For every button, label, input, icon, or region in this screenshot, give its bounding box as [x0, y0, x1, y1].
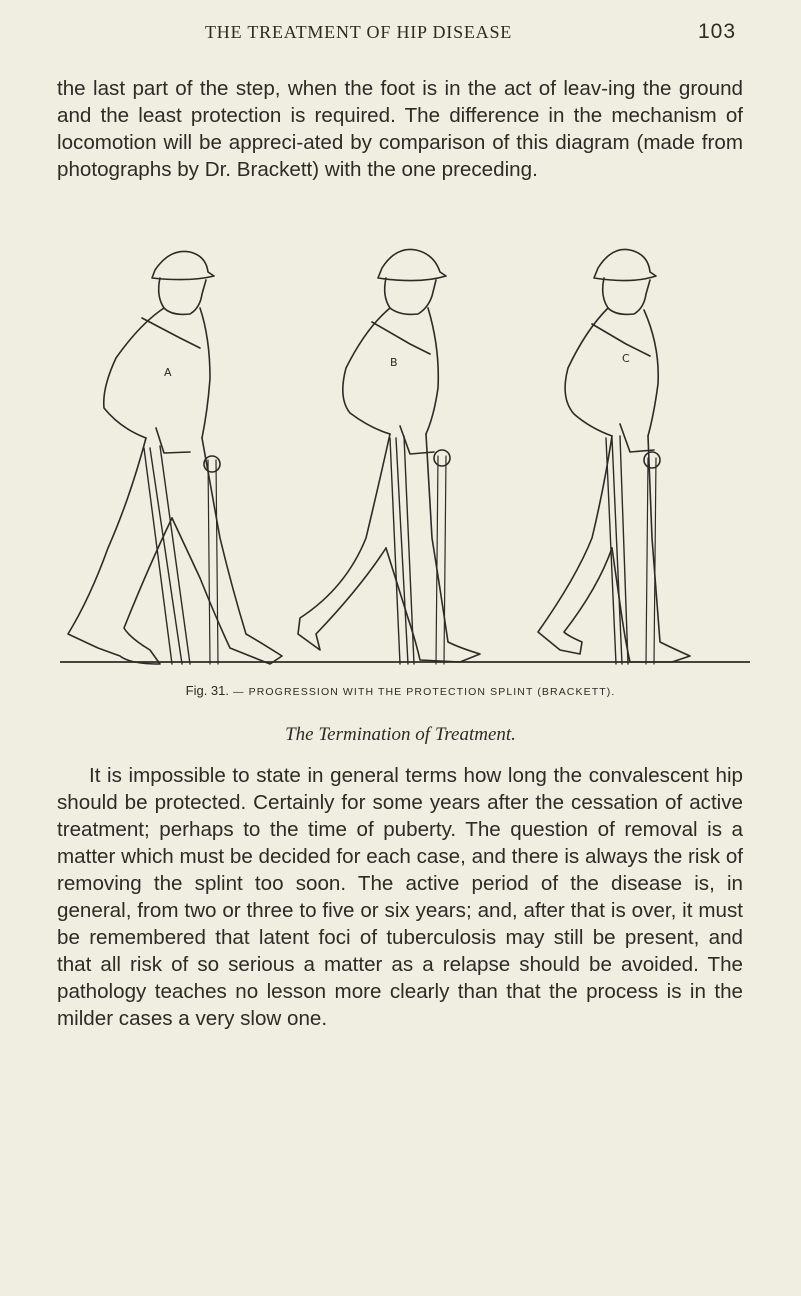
running-title: THE TREATMENT OF HIP DISEASE — [205, 22, 513, 42]
paragraph-intro: the last part of the step, when the foot is in the act of leav-ing the ground and the least protection is required. The difference in the mechanism of locomotion will be appreci-ated by comparison of this diagram (made from photographs by Dr. Brackett) with the one preceding. — [57, 77, 743, 181]
hat-icon — [152, 251, 214, 279]
figure-label: Fig. 31. — [185, 683, 229, 698]
paragraph-termination: It is impossible to state in general terms how long the convalescent hip should be protected. Certainly for some years after the cessation of active treatment; perhaps to the time of puberty. The question of removal is a matter which must be decided for each case, and there is always the risk of removing the splint too soon. The active period of the disease is, in general, from two or three to five or six years; and, after that is over, it must be remembered that latent foci of tuberculosis may still be present, and that all risk of so serious a matter as a relapse should be avoided. The pathology teaches no lesson more clearly than that the process is in the milder cases a very slow one. — [57, 764, 743, 1030]
figure-progression-diagram — [60, 238, 750, 678]
running-head — [0, 20, 801, 50]
figure-caption-text: — PROGRESSION WITH THE PROTECTION SPLINT (BRACKETT). — [233, 686, 616, 698]
walking-figures-illustration — [60, 238, 750, 678]
figure-caption — [0, 683, 801, 698]
section-heading: The Termination of Treatment. — [285, 724, 516, 745]
walking-figure-b — [298, 249, 480, 664]
hat-icon — [594, 249, 656, 280]
walking-figure-c — [538, 249, 690, 664]
page-number: 103 — [698, 20, 737, 43]
panel-letter-a: A — [164, 366, 172, 379]
hat-icon — [378, 249, 446, 280]
walking-figure-a — [68, 251, 282, 664]
panel-letter-c: C — [622, 352, 630, 365]
panel-letter-b: B — [390, 356, 398, 369]
